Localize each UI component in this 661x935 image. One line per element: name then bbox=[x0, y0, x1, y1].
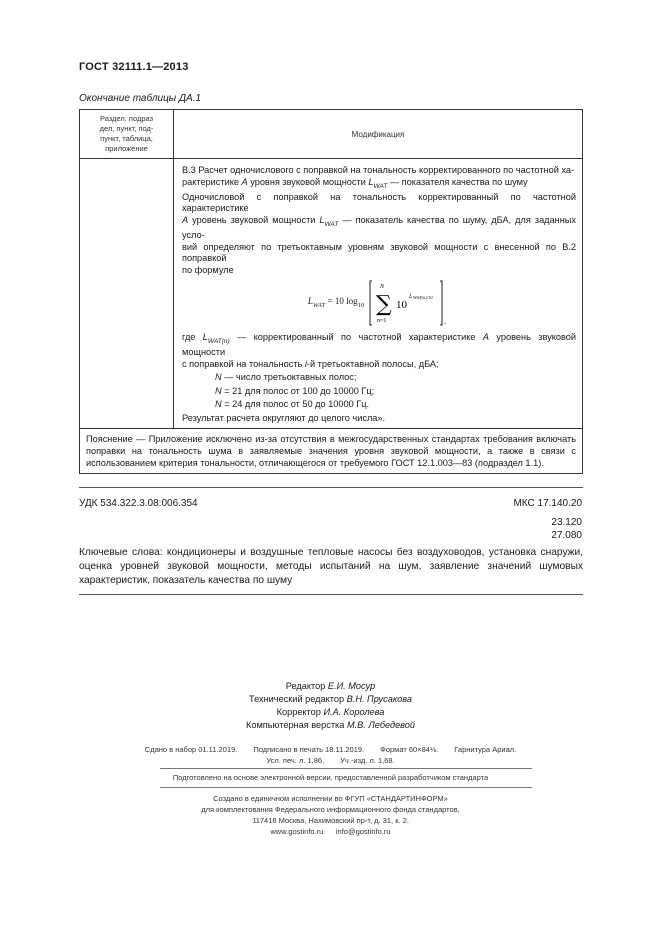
formula bbox=[182, 278, 576, 328]
separator-rule bbox=[79, 487, 583, 488]
publisher-contacts bbox=[0, 826, 661, 837]
sum-lower-limit: n=1 bbox=[377, 318, 387, 325]
power-exponent-sub: WAT(n)/10 bbox=[413, 295, 433, 301]
b3-text-line: В.3 Расчет одночислового с поправкой на тональность корректированного по частотной ха- bbox=[182, 165, 575, 175]
result-line: Результат расчета округляют до целого числа». bbox=[182, 412, 386, 423]
n-definition: N — число третьоктавных полос; bbox=[215, 372, 357, 383]
prepared-note: Подготовлено на основе электронной версии, предоставленной разработчиком стандарта bbox=[172, 773, 489, 782]
formula-lhs: $L_{WAT} = 10$ $\log_{10}$ bbox=[307, 295, 365, 309]
publisher-info bbox=[0, 793, 661, 837]
col-section-header-line: приложение bbox=[105, 144, 148, 153]
b3-text-line: по формуле bbox=[182, 264, 234, 275]
n-value-21: N = 21 для полос от 100 до 10000 Гц; bbox=[215, 385, 375, 396]
section-cell-empty bbox=[80, 159, 174, 429]
power-base: 10 bbox=[396, 299, 408, 312]
publisher-line-1: Создано в единичном исполнении во ФГУП «СТАНДАРТИНФОРМ» bbox=[213, 794, 448, 803]
imprint-line-1: Сдано в набор 01.11.2019. Подписано в печать 18.11.2019. Формат 60×84⅛. Гарнитура Ариал. bbox=[144, 745, 517, 754]
b3-text-line: A уровень звуковой мощности $L_{WAT}$ — показатель качества по шуму, дБА, для заданных усло- bbox=[182, 214, 576, 241]
imprint-line-2: Усл. печ. л. 1,86. Уч.-изд. л. 1,68. bbox=[266, 756, 395, 765]
imprint-rule-bottom bbox=[160, 787, 532, 788]
col-section-header-line: Раздел, подраз bbox=[99, 114, 154, 123]
b3-text-line: вий определяют по третьоктавным уровням звуковой мощности с внесенной по В.2 поправкой bbox=[182, 241, 576, 264]
sum-sign-glyph: ∑ bbox=[376, 292, 392, 318]
col-modification-header: Модификация bbox=[174, 110, 583, 159]
table-row-b3 bbox=[80, 159, 583, 429]
credit-layout: Компьютерная верстка М.В. Лебедевой bbox=[246, 720, 415, 730]
table-header-row bbox=[80, 110, 583, 159]
where-line: где $L_{WAT(n)}$ — корректированный по частотной характеристике A уровень звуковой мощности bbox=[182, 332, 576, 358]
col-section-header-line: пункт, таблица, bbox=[100, 134, 153, 143]
publisher-line-2: для комплектования Федерального информационного фонда стандартов, bbox=[201, 805, 460, 814]
table-caption: Окончание таблицы ДА.1 bbox=[79, 93, 201, 104]
mks-extra-2: 27.080 bbox=[551, 530, 582, 541]
udk-code: УДК 534.322.3.08:006.354 bbox=[79, 498, 198, 509]
col-section-header bbox=[80, 110, 174, 159]
publisher-line-3: 117418 Москва, Нахимовский пр-т, д. 31, к. 2. bbox=[252, 816, 409, 825]
credit-editor: Редактор Е.И. Мосур bbox=[285, 681, 376, 691]
separator-rule-bottom bbox=[79, 594, 583, 595]
b3-text-line: рактеристике A уровня звуковой мощности $L_{WAT}$ — показателя качества по шуму bbox=[182, 176, 528, 190]
modification-cell bbox=[174, 159, 583, 429]
imprint-rule-top bbox=[160, 768, 532, 769]
power-exponent: L bbox=[409, 294, 413, 301]
publisher-email-link[interactable]: info@gostinfo.ru bbox=[335, 827, 391, 836]
col-section-header-line: дел, пункт, под- bbox=[99, 124, 154, 133]
publisher-site-link[interactable]: www.gostinfo.ru bbox=[270, 827, 324, 836]
formula-end-dot: . bbox=[444, 317, 447, 327]
imprint bbox=[0, 744, 661, 766]
credit-tech-editor: Технический редактор В.Н. Прусакова bbox=[249, 694, 412, 704]
mks-extra-1: 23.120 bbox=[551, 517, 582, 528]
credits bbox=[0, 680, 661, 732]
sum-upper-limit: N bbox=[380, 284, 385, 291]
standard-number: ГОСТ 32111.1—2013 bbox=[79, 61, 189, 73]
mks-extra-codes bbox=[551, 516, 582, 542]
modification-table bbox=[79, 109, 583, 474]
mks-code: МКС 17.140.20 bbox=[513, 498, 582, 509]
note-cell: Пояснение — Приложение исключено из-за отсутствия в межгосударственных стандартах требования включать поправки на тональность шума в заявляемые значения уровня звуковой мощности, а также в связи с использованием критерия тональности, отличающегося от требуемого ГОСТ 12.1.003—83 (подраздел 1.1). bbox=[80, 429, 583, 474]
keywords: Ключевые слова: кондиционеры и воздушные тепловые насосы без воздуховодов, установка снаружи, оценка уровней звуковой мощности, методы испытаний на шум, заявление значений шумовых характеристик, показатель качества по шуму bbox=[79, 547, 583, 586]
where-line: с поправкой на тональность i-й третьоктавной полосы, дБА; bbox=[182, 358, 439, 369]
b3-text-line: Одночисловой с поправкой на тональность корректированный по частотной характеристике bbox=[182, 191, 576, 214]
formula-sum-bracket bbox=[368, 278, 450, 328]
table-row-note bbox=[80, 429, 583, 474]
n-value-24: N = 24 для полос от 50 до 10000 Гц. bbox=[215, 399, 370, 410]
credit-corrector: Корректор И.А. Королева bbox=[276, 707, 385, 717]
